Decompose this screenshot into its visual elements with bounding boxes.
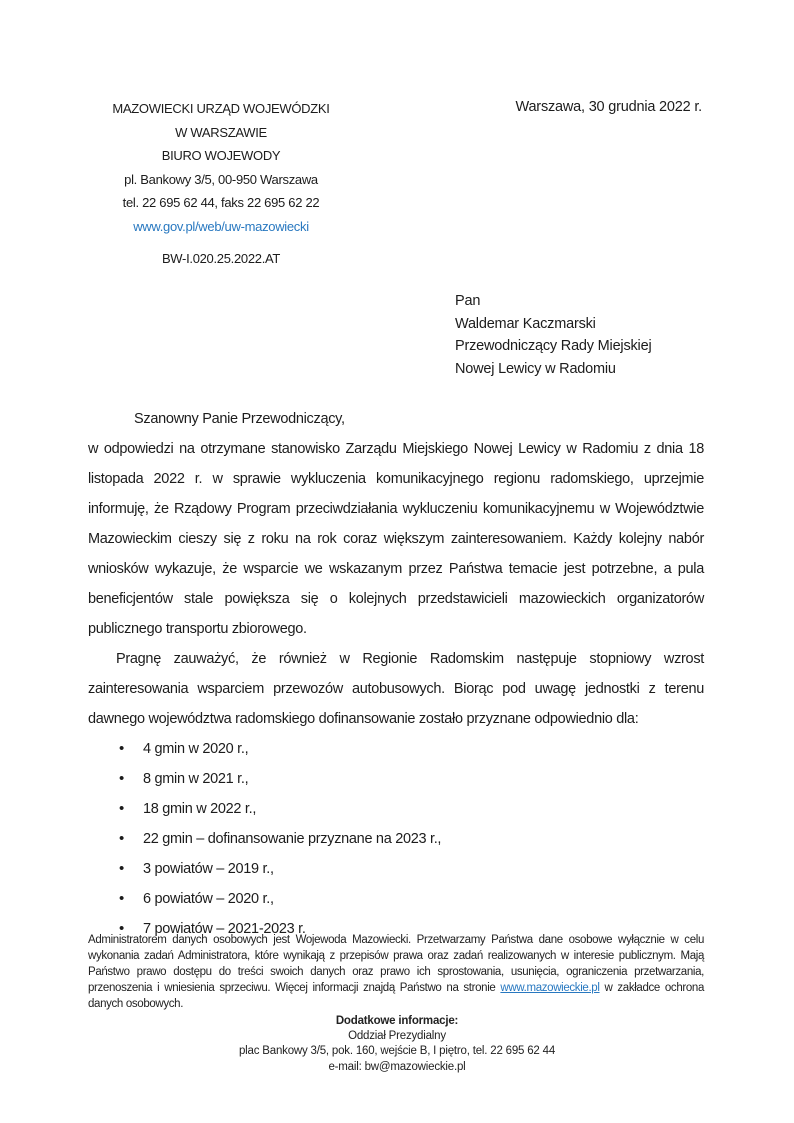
sender-org-city: W WARSZAWIE [175,124,267,140]
bullet-icon: • [119,860,124,877]
list-item [88,794,704,824]
bullet-icon: • [119,920,124,937]
additional-info-heading: Dodatkowe informacje: [335,1015,459,1027]
list-item [88,824,704,854]
sender-letterhead [76,97,366,271]
bullet-icon: • [119,770,124,787]
list-item [88,854,704,884]
additional-info-email: e-mail: bw@mazowieckie.pl [328,1060,466,1073]
recipient-name: Waldemar Kaczmarski [455,315,596,332]
paragraph-1: w odpowiedzi na otrzymane stanowisko Zarządu Miejskiego Nowej Lewicy w Radomiu z dnia 18 listopada 2022 r. w sprawie wykluczenia komunikacyjnego regionu radomskiego, uprzejmie informuję, że Rządowy Program przeciwdziałania wykluczeniu komunikacyjnemu w Województwie Mazowieckim cieszy się z roku na rok coraz większym zainteresowaniem. Każdy kolejny nabór wniosków wykazuje, że wsparcie we wskazanym przez Państwa temacie jest potrzebne, a pula beneficjentów stale powiększa się o kolejnych przedstawicieli mazowieckich organizatorów publicznego transportu zbiorowego. [88,441,704,637]
recipient-role-line-1: Przewodniczący Rady Miejskiej [455,338,652,355]
bullet-icon: • [119,890,124,907]
list-item-text: 8 gmin w 2021 r., [143,771,249,787]
additional-info-address: plac Bankowy 3/5, pok. 160, wejście B, I piętro, tel. 22 695 62 44 [238,1045,556,1058]
sender-website [76,215,366,239]
recipient-salutation-title: Pan [455,293,481,309]
reference-number: BW-I.020.25.2022.AT [161,251,281,266]
privacy-website-link[interactable]: www.mazowieckie.pl [500,982,600,994]
sender-phone-fax: tel. 22 695 62 44, faks 22 695 62 22 [122,195,320,210]
list-item-text: 4 gmin w 2020 r., [143,741,249,757]
privacy-text-after-link: w zakładce ochrona danych osobowych. [88,982,704,1010]
bullet-icon: • [119,800,124,817]
additional-info [0,1014,794,1075]
recipient-block [455,290,651,381]
list-item-text: 22 gmin – dofinansowanie przyznane na 2023 r., [143,831,442,847]
sender-department: BIURO WOJEWODY [161,148,281,163]
list-item-text: 6 powiatów – 2020 r., [143,891,274,907]
letter-body [88,404,704,944]
list-item-text: 7 powiatów – 2021-2023 r. [143,921,306,937]
privacy-text-before-link: Administratorem danych osobowych jest Wojewoda Mazowiecki. Przetwarzamy Państwa dane osobowe wyłącznie w celu wykonania zadań Administratora, które wynikają z przepisów prawa oraz zadań realizowanych w interesie publicznym. Mają Państwo prawo dostępu do treści swoich danych oraz prawo ich sprostowania, usunięcia, ograniczenia przetwarzania, przenoszenia i wniesienia sprzeciwu. Więcej informacji znajdą Państwo na stronie [88,934,704,994]
privacy-notice [88,932,704,1012]
sender-website-link[interactable]: www.gov.pl/web/uw-mazowiecki [133,218,309,234]
bullet-icon: • [119,830,124,847]
salutation: Szanowny Panie Przewodniczący, [134,411,345,427]
list-item-text: 3 powiatów – 2019 r., [143,861,274,877]
grants-list [88,734,704,944]
sender-address: pl. Bankowy 3/5, 00-950 Warszawa [124,171,318,187]
sender-org-name: MAZOWIECKI URZĄD WOJEWÓDZKI [112,101,330,116]
date-line: Warszawa, 30 grudnia 2022 r. [515,99,702,115]
list-item [88,884,704,914]
bullet-icon: • [119,740,124,757]
additional-info-unit: Oddział Prezydialny [348,1030,446,1043]
list-item [88,734,704,764]
paragraph-2: Pragnę zauważyć, że również w Regionie Radomskim następuje stopniowy wzrost zainteresowania wsparciem przewozów autobusowych. Biorąc pod uwagę jednostki z terenu dawnego województwa radomskiego dofinansowanie zostało przyznane odpowiednio dla: [88,651,704,727]
recipient-role-line-2: Nowej Lewicy w Radomiu [455,361,616,378]
list-item-text: 18 gmin w 2022 r., [143,801,257,817]
list-item [88,764,704,794]
